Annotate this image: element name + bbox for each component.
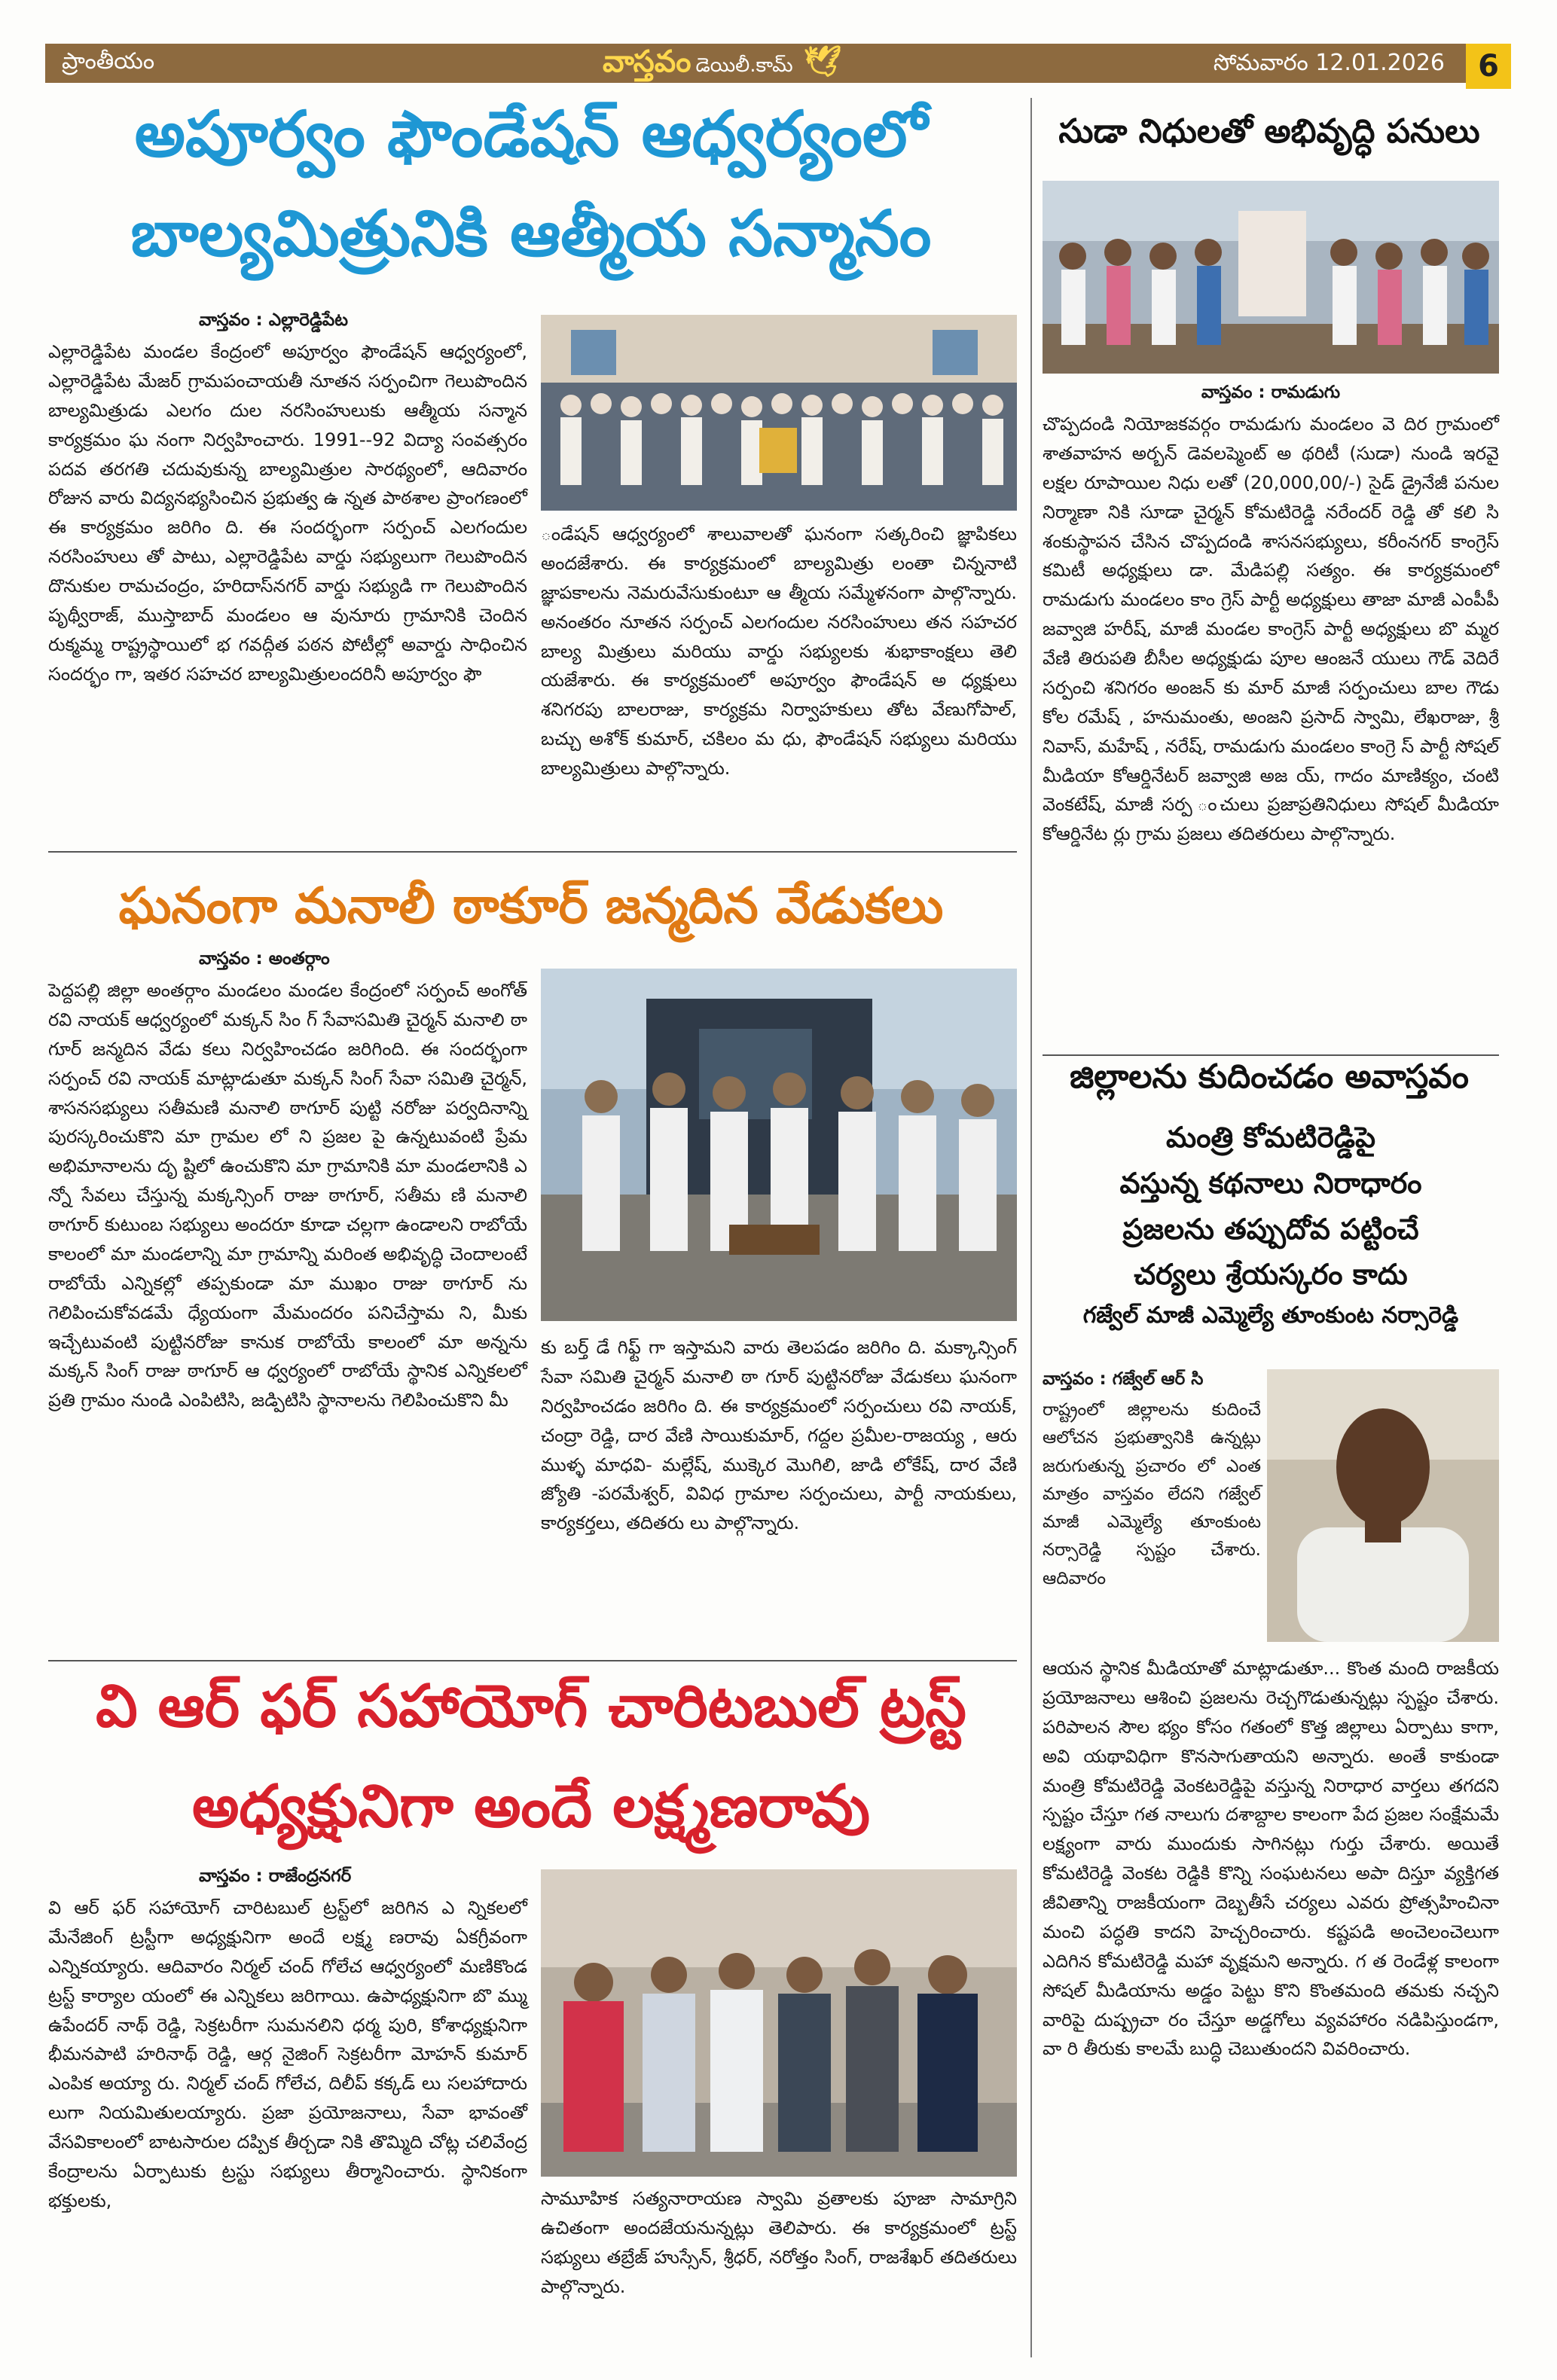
story3-text-2: సామూహిక సత్యనారాయణ స్వామి వ్రతాలకు పూజా సామాగ్రిని ఉచితంగా అందజేయనున్నట్లు తెలిపారు. ఈ కార్యక్రమంలో ట్రస్ట్ సభ్యులు తబ్రేజ్ హుస్సేన్, శ్రీధర్, నరోత్తం సింగ్, రాజశేఖర్ తదితరులు పాల్గొన్నారు. — [541, 2188, 1017, 2297]
column-divider — [1030, 98, 1032, 2357]
story1-column-2 — [541, 520, 1017, 783]
brand-name: వాస్తవం — [603, 44, 691, 79]
story5-text: ఆయన స్థానిక మీడియాతో మాట్లాడుతూ... కొంత మంది రాజకీయ ప్రయోజనాలు ఆశించి ప్రజలను రెచ్చగొడుతున్నట్లు స్పష్టం చేశారు. పరిపాలన సౌల భ్యం కోసం గతంలో కొత్త జిల్లాలు ఏర్పాటు కాగా, అవి యథావిధిగా కొనసాగుతాయని అన్నారు. అంతే కాకుండా మంత్రి కోమటిరెడ్డి వెంకటరెడ్డిపై వస్తున్న నిరాధార వార్తలు తగదని స్పష్టం చేస్తూ గత నాలుగు దశాబ్దాల కాలంగా పేద ప్రజల సంక్షేమమే లక్ష్యంగా వారు ముందుకు సాగినట్లు గుర్తు చేశారు. అయితే కోమటిరెడ్డి వెంకట రెడ్డికి కొన్ని సంఘటనలు అపా దిస్తూ వ్యక్తిగత జీవితాన్ని రాజకీయంగా దెబ్బతీసే చర్యలు ఎవరు ప్రోత్సహించినా మంచి పద్ధతి కాదని హెచ్చరించారు. కష్టపడి అంచెలంచెలుగా ఎదిగిన కోమటిరెడ్డి మహా వృక్షమని అన్నారు. గ త రెండేళ్ల కాలంగా సోషల్ మీడియాను అడ్డం పెట్టు కొని కొంతమంది తమకు నచ్చని వారిపై దుష్ప్రచా రం చేస్తూ అడ్డగోలు వ్యవహారం నడిపిస్తుండగా, వా రి తీరుకు కాలమే బుద్ధి చెబుతుందని వివరించారు. — [1043, 1658, 1499, 2060]
story5-subhead-1: మంత్రి కోమటిరెడ్డిపై — [1165, 1121, 1375, 1154]
story1-headline-2: బాల్యమిత్రునికి ఆత్మీయ సన్మానం — [130, 197, 932, 270]
story4-text: చొప్పదండి నియోజకవర్గం రామడుగు మండలం వె దిర గ్రామంలో శాతవాహన అర్బన్ డెవలప్మెంట్ అ థరిటీ (సుడా) నుండి ఇరవై లక్షల రూపాయిల నిధు లతో (20,000,00/-) సైడ్ డ్రైనేజీ పనుల నిర్మాణా నికి సూడా చైర్మన్ కోమటిరెడ్డి నరేందర్ రెడ్డి తో కలి సి శంకుస్థాపన చేసిన చొప్పదండి శాసనసభ్యులు, కరీంనగర్ కాంగ్రెస్ కమిటీ అధ్యక్షులు డా. మేడిపల్లి సత్యం. ఈ కార్యక్రమంలో రామడుగు మండలం కాం గ్రెస్ పార్టీ అధ్యక్షులు తాజా మాజీ ఎంపీపీ జవ్వాజి హరీష్, మాజీ మండల కాంగ్రెస్ పార్టీ అధ్యక్షులు బొ మ్మర వేణి తిరుపతి బీసీల అధ్యక్షుడు పూల ఆంజనే యులు గౌడ్ వెదిరే సర్పంచి శనిగరం అంజన్ కు మార్ మాజీ సర్పంచులు బాల గౌడు కోల రమేష్ , హనుమంతు, అంజని ప్రసాద్ స్వామి, లేఖరాజు, శ్రీ నివాస్, మహేష్ , నరేష్, రామడుగు మండలం కాంగ్రె స్ పార్టీ సోషల్ మీడియా కోఆర్డినేటర్ జవ్వాజి అజ య్, గాదం మాణిక్యం, చంటి వెంకటేష్, మాజీ సర్ప ంచులు ప్రజాప్రతినిధులు సోషల్ మీడియా కోఆర్డినేట ర్లు గ్రామ ప్రజలు తదితరులు పాల్గొన్నారు. — [1043, 413, 1499, 845]
bird-icon: 🕊 — [803, 44, 842, 79]
story4-dateline: వాస్తవం : రామడుగు — [1201, 383, 1341, 402]
story1-group-photo — [541, 315, 1017, 511]
story4-headline: సుడా నిధులతో అభివృద్ధి పనులు — [1058, 112, 1480, 151]
brand-suffix: డెయిలీ.కామ్ — [695, 54, 793, 77]
story2-column-2 — [541, 1333, 1017, 1538]
divider — [48, 1660, 1017, 1661]
story5-subhead-4: చర్యలు శ్రేయస్కరం కాదు — [1134, 1258, 1408, 1292]
story2-headline: ఘనంగా మనాలీ ఠాకూర్ జన్మదిన వేడుకలు — [118, 877, 944, 935]
story3-dateline: వాస్తవం : రాజేంద్రనగర్ — [199, 1866, 352, 1886]
story3-column-1 — [48, 1866, 527, 2216]
divider — [1043, 1054, 1499, 1056]
story4-ceremony-photo — [1043, 181, 1499, 374]
section-label: ప్రాంతీయం — [62, 48, 155, 75]
story5-headline: జిల్లాలను కుదించడం అవాస్తవం — [1070, 1057, 1469, 1096]
masthead-brand — [603, 44, 841, 87]
story3-headline-1: వి ఆర్ ఫర్ సహాయోగ్ చారిటబుల్ ట్రస్ట్ — [96, 1673, 966, 1741]
story5-dateline: వాస్తవం : గజ్వేల్ ఆర్ సి — [1043, 1369, 1204, 1389]
story3-group-photo — [541, 1869, 1017, 2177]
story2-celebration-photo — [541, 969, 1017, 1321]
story5-intro — [1043, 1369, 1261, 1593]
story1-headline-1: అపూర్వం ఫౌండేషన్ ఆధ్వర్యంలో — [134, 97, 928, 171]
story3-text-1: వి ఆర్ ఫర్ సహాయోగ్ చారిటబుల్ ట్రస్ట్‌లో జరిగిన ఎ న్నికలలో మేనేజింగ్ ట్రస్టీగా అధ్యక్షునిగా అందే లక్ష్మ ణరావు ఏకగ్రీవంగా ఎన్నికయ్యారు. ఆదివారం నిర్మల్ చంద్ గోలేచ ఆధ్వర్యంలో మణికొండ ట్రస్ట్ కార్యాల యంలో ఈ ఎన్నికలు జరిగాయి. ఉపాధ్యక్షునిగా బొ మ్ము ఉపేందర్ నాథ్ రెడ్డి, సెక్రటరీగా సుమనలిని ధర్మ పురి, కోశాధ్యక్షునిగా భీమనపాటి హరినాథ్ రెడ్డి, ఆర్గ నైజింగ్ సెక్రటరీగా మోహన్ కుమార్ ఎంపిక అయ్యా రు. నిర్మల్ చంద్ గోలేచ, దిలీప్ కక్కడ్ లు సలహాదారు లుగా నియమితులయ్యారు. ప్రజా ప్రయోజనాలు, సేవా భావంతో వేసవికాలంలో బాటసారుల దప్పిక తీర్చడా నికి తొమ్మిది చోట్ల చలివేంద్ర కేంద్రాలను ఏర్పాటుకు ట్రస్టు సభ్యులు తీర్మానించారు. స్థానికంగా భక్తులకు, — [48, 1897, 527, 2211]
story3-headline-2: అధ్యక్షునిగా అందే లక్ష్మణరావు — [192, 1773, 870, 1841]
story5-column — [1043, 1654, 1499, 2064]
issue-date: సోమవారం 12.01.2026 — [1213, 50, 1445, 76]
story5-portrait-photo — [1267, 1369, 1499, 1642]
story1-text-1: ఎల్లారెడ్డిపేట మండల కేంద్రంలో అపూర్వం ఫౌండేషన్ ఆధ్వర్యంలో, ఎల్లారెడ్డిపేట మేజర్ గ్రామపంచాయతీ నూతన సర్పంచిగా గెలుపొందిన బాల్యమిత్రుడు ఎలగం దుల నరసింహులుకు ఆత్మీయ సన్మాన కార్యక్రమం ఘ నంగా నిర్వహించారు. 1991--92 విద్యా సంవత్సరం పదవ తరగతి చదువుకున్న బాల్యమిత్రుల సారథ్యంలో, ఆదివారం రోజున వారు విద్యనభ్యసించిన ప్రభుత్వ ఉ న్నత పాఠశాల ప్రాంగణంలో ఈ కార్యక్రమం జరిగిం ది. ఈ సందర్భంగా సర్పంచ్ ఎలగందుల నరసింహులు తో పాటు, ఎల్లారెడ్డిపేట వార్డు సభ్యులుగా గెలుపొందిన దొనుకుల రామచంద్రం, హరిదాస్‌నగర్ వార్డు సభ్యుడి గా గెలుపొందిన పృథ్వీరాజ్, ముస్తాబాద్ మండలం ఆ వునూరు గ్రామానికి చెందిన రుక్మమ్మ రాష్ట్రస్థాయిలో భ గవద్గీత పఠన పోటీల్లో అవార్డు సాధించిన సందర్భం గా, ఇతర సహచర బాల్యమిత్రులందరినీ అపూర్వం ఫౌ — [48, 341, 527, 685]
story5-subheads — [1043, 1115, 1499, 1334]
story2-text-1: పెద్దపల్లి జిల్లా అంతర్గాం మండలం మండల కేంద్రంలో సర్పంచ్ అంగోత్ రవి నాయక్ ఆధ్వర్యంలో మక్కన్ సిం గ్ సేవాసమితి చైర్మన్ మనాలి ఠా గూర్ జన్మదిన వేడు కలు నిర్వహించడం జరిగింది. ఈ సందర్భంగా సర్పంచ్ రవి నాయక్ మాట్లాడుతూ మక్కన్ సింగ్ సేవా సమితి చైర్మన్, శాసనసభ్యులు సతీమణి మనాలి ఠాగూర్ పుట్టి నరోజు పర్వదినాన్ని పురస్కరించుకొని మా గ్రామల లో ని ప్రజల పై ఉన్నటువంటి ప్రేమ అభిమానాలను దృ ష్టిలో ఉంచుకొని మా గ్రామానికి మా మండలానికి ఎ న్నో సేవలు చేస్తున్న మక్కన్సింగ్ రాజు ఠాగూర్, సతీమ ణి మనాలి ఠాగూర్ కుటుంబ సభ్యులు అందరూ కూడా చల్లగా ఉండాలని రాబోయే కాలంలో మా మండలాన్ని మా గ్రామాన్ని మరింత అభివృద్ధి చెందాలంటే రాబోయే ఎన్నికల్లో తప్పకుండా మా ముఖం రాజు ఠాగూర్ ను గెలిపించుకోవడమే ధ్యేయంగా మేమందరం పనిచేస్తామ ని, మీకు ఇచ్చేటువంటి పుట్టినరోజు కానుక రాబోయే కాలంలో మా అన్నను మక్కన్ సింగ్ రాజు ఠాగూర్ ఆ ధ్వర్యంలో రాబోయే స్థానిక ఎన్నికలలో ప్రతి గ్రామం నుండి ఎంపిటిసి, జడ్పిటిసి స్థానాలను గెలిపించుకొని మీ — [48, 980, 527, 1411]
story1-text-2: ండేషన్ ఆధ్వర్యంలో శాలువాలతో ఘనంగా సత్కరించి జ్ఞాపికలు అందజేశారు. ఈ కార్యక్రమంలో బాల్యమిత్రు లంతా చిన్ననాటి జ్ఞాపకాలను నెమరువేసుకుంటూ ఆ త్మీయ సమ్మేళనంగా పాల్గొన్నారు. అనంతరం నూతన సర్పంచ్ ఎలగందుల నరసింహులు తన సహచర బాల్య మిత్రులు మరియు వార్డు సభ్యులకు శుభాకాంక్షలు తెలి యజేశారు. ఈ కార్యక్రమంలో అపూర్వం ఫౌండేషన్ అ ధ్యక్షులు శనిగరపు బాలరాజు, కార్యక్రమ నిర్వాహకులు తోట వేణుగోపాల్, బచ్చు అశోక్ కుమార్, చకిలం మ ధు, ఫౌండేషన్ సభ్యులు మరియు బాల్యమిత్రులు పాల్గొన్నారు. — [541, 523, 1017, 779]
story2-column-1 — [48, 949, 527, 1415]
story5-subhead-2: వస్తున్న కథనాలు నిరాధారం — [1119, 1166, 1422, 1200]
page-header — [45, 44, 1497, 83]
story1-dateline: వాస్తవం : ఎల్లారెడ్డిపేట — [199, 310, 348, 330]
story1-column-1 — [48, 310, 527, 689]
story2-text-2: కు బర్త్ డే గిఫ్ట్ గా ఇస్తామని వారు తెలపడం జరిగిం ది. మక్కాన్సింగ్ సేవా సమితి చైర్మన్ మనాలి ఠా గూర్ పుట్టినరోజు వేడుకలు ఘనంగా నిర్వహించడం జరిగిం ది. ఈ కార్యక్రమంలో సర్పంచులు రవి నాయక్, చంద్రా రెడ్డి, దార వేణి సాయికుమార్, గద్దల ప్రమీల-రాజయ్య , ఆరు ముళ్ళ మాధవి- మల్లేష్, ముక్కెర మొగిలి, జాడి లోకేష్, దార వేణి జ్యోతి -పరమేశ్వర్, వివిధ గ్రామాల సర్పంచులు, పార్టీ నాయకులు, కార్యకర్తలు, తదితరు లు పాల్గొన్నారు. — [541, 1337, 1017, 1534]
page-number: 6 — [1466, 44, 1511, 89]
story5-beside-photo-text: రాష్ట్రంలో జిల్లాలను కుదించే ఆలోచన ప్రభుత్వానికి ఉన్నట్లు జరుగుతున్న ప్రచారం లో ఎంత మాత్రం వాస్తవం లేదని గజ్వేల్ మాజీ ఎమ్మెల్యే తూంకుంట నర్సారెడ్డి స్పష్టం చేశారు. ఆదివారం — [1043, 1400, 1261, 1588]
story3-column-2 — [541, 2184, 1017, 2302]
divider — [48, 851, 1017, 853]
story5-subhead-5: గజ్వేల్ మాజీ ఎమ్మెల్యే తూంకుంట నర్సారెడ్డి — [1082, 1302, 1459, 1329]
story5-subhead-3: ప్రజలను తప్పుదోవ పట్టించే — [1122, 1212, 1419, 1246]
story2-dateline: వాస్తవం : అంతర్గాం — [199, 949, 330, 969]
story4-column — [1043, 383, 1499, 849]
